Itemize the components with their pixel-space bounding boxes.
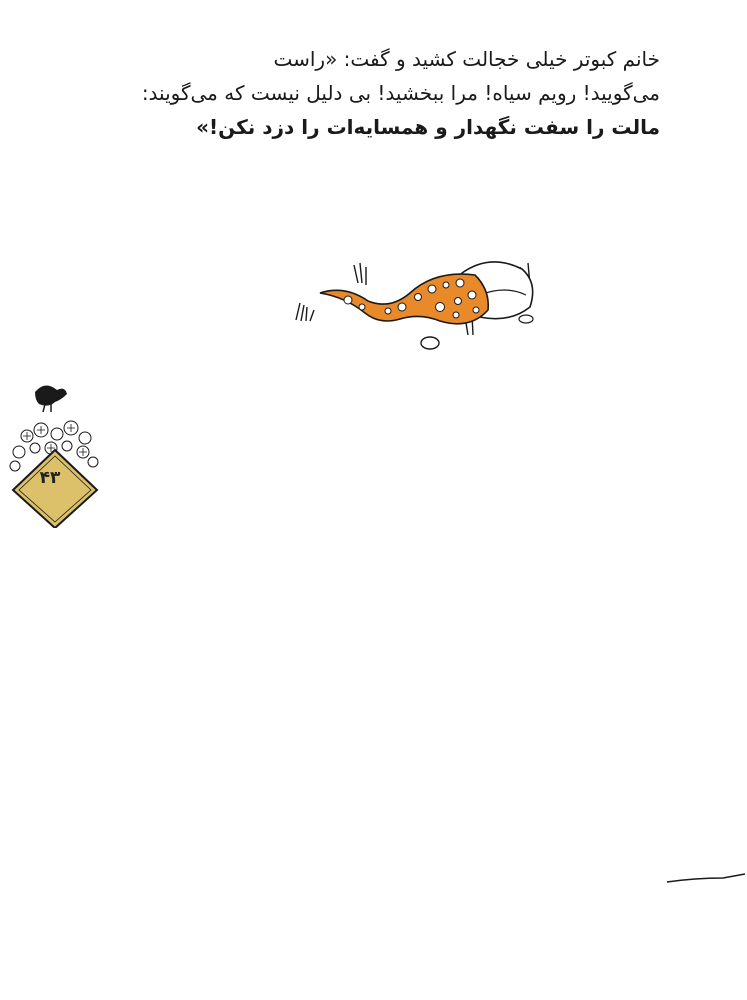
story-text — [130, 42, 660, 144]
cloth-bundle-illustration — [290, 255, 560, 360]
edge-scan-mark — [665, 868, 747, 888]
page-number-ornament — [5, 378, 105, 528]
story-line-3: مالت را سفت نگهدار و همسایه‌ات را دزد نکن!» — [196, 115, 660, 139]
story-line-1: خانم کبوتر خیلی خجالت کشید و گفت: «راست — [273, 47, 660, 71]
page-number: ۴۳ — [39, 468, 61, 488]
story-line-2: می‌گویید! رویم سیاه! مرا ببخشید! بی دلیل نیست که می‌گویند: — [141, 81, 660, 105]
bird-icon — [35, 385, 67, 412]
